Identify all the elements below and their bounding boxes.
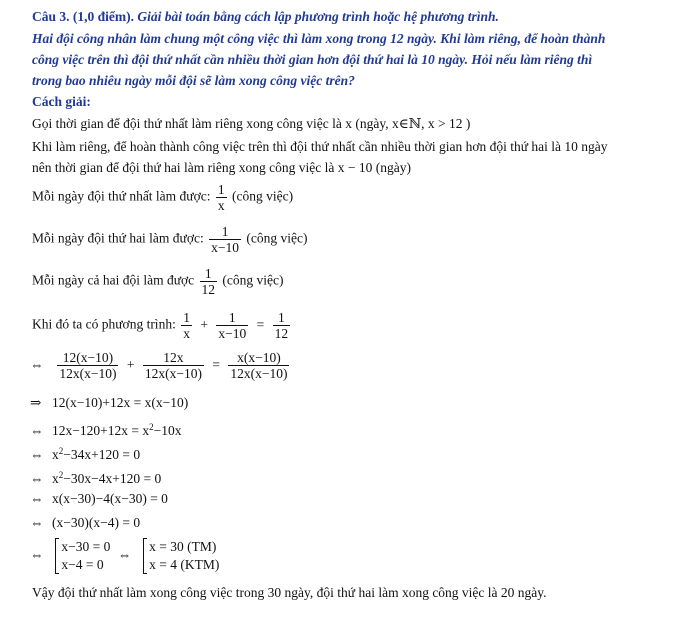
derivation-step-3: ⇔ $12x-120+12x = x^2-10x$ [30, 422, 182, 438]
step-rate-both [32, 266, 284, 297]
system-2: x = 30 (TM) x = 4 (KTM) [143, 538, 219, 574]
equals-sign: = [212, 356, 220, 372]
rate-both-label: Mỗi ngày cả hai đội làm được [32, 272, 195, 288]
iff-symbol: ⇔ [30, 471, 44, 486]
conclusion: Vậy đội thứ nhất làm xong công việc trong 30 ngày, đội thứ hai làm xong công việc là 20 ngày. [32, 585, 547, 600]
fraction-d1-c: $\frac{x(x-10)}{12x(x-10)}$ [230, 350, 288, 381]
iff-symbol: ⇔ [30, 423, 44, 438]
fraction-eq-a: $\frac{1}{x}$ [183, 310, 190, 341]
derivation-common-denominator [30, 350, 291, 381]
problem-line-1: Hai đội công nhân làm chung một công việc thì làm xong trong 12 ngày. Khi làm riêng, để hoàn thành [32, 31, 606, 46]
iff-symbol: ⇔ [117, 547, 132, 563]
rate-first-label: Mỗi ngày đội thứ nhất làm được: [32, 188, 211, 204]
derivation-step-5: ⇔ $x^2-30x-4x+120 = 0$ [30, 470, 162, 486]
question-number: Câu 3. [32, 9, 70, 24]
derivation-step-2: ⇒ 12(x−10)+12x = x(x−10) [30, 395, 189, 410]
problem-line-2: công việc trên thì đội thứ nhất cần nhiều thời gian hơn đội thứ hai là 10 ngày. Hỏi nếu làm riêng thì [32, 52, 593, 67]
fraction-d1-b: $\frac{12x}{12x(x-10)}$ [144, 350, 202, 381]
rate-second-unit: (công việc) [246, 230, 308, 246]
step-equation [32, 310, 292, 341]
fraction-eq-c: $\frac{1}{12}$ [274, 310, 289, 341]
iff-symbol: ⇔ [30, 515, 44, 530]
step-rate-first [32, 182, 293, 213]
equation-label: Khi đó ta có phương trình: [32, 316, 176, 332]
rate-both-unit: (công việc) [222, 272, 284, 288]
fraction-rate-second: $\frac{1}{x-10}$ [211, 224, 239, 255]
question-task: Giải bài toán bằng cách lập phương trình hoặc hệ phương trình. [137, 9, 499, 24]
question-points: (1,0 điểm). [72, 9, 135, 24]
iff-symbol: ⇔ [30, 356, 44, 372]
bracket-left [143, 538, 147, 574]
equals-sign: = [256, 316, 265, 332]
iff-symbol: ⇔ [30, 447, 44, 462]
iff-symbol: ⇔ [30, 491, 44, 506]
step-rate-second [32, 224, 307, 255]
step-second-team-a: Khi làm riêng, để hoàn thành công việc trên thì đội thứ nhất cần nhiều thời gian hơn đội thứ hai là 10 ngày [32, 139, 608, 154]
implies-symbol: ⇒ [30, 395, 42, 410]
derivation-step-7: ⇔ (x−30)(x−4) = 0 [30, 515, 141, 530]
fraction-d1-a: $\frac{12(x-10)}{12x(x-10)}$ [59, 350, 117, 381]
step-second-team-b: nên thời gian để đội thứ hai làm riêng xong công việc là x − 10 (ngày) [32, 160, 411, 175]
rate-first-unit: (công việc) [232, 188, 294, 204]
fraction-rate-both: $\frac{1}{12}$ [201, 266, 216, 297]
solution-heading: Cách giải: [32, 94, 91, 109]
question-header [32, 8, 499, 26]
plus-sign: + [126, 356, 135, 372]
step-variable: Gọi thời gian để đội thứ nhất làm riêng xong công việc là x (ngày, x∈ℕ, x > 12 ) [32, 116, 471, 131]
derivation-systems [30, 538, 219, 574]
system-1: x−30 = 0 x−4 = 0 [55, 538, 110, 574]
problem-line-3: trong bao nhiêu ngày mỗi đội sẽ làm xong công việc trên? [32, 73, 355, 88]
fraction-rate-first: $\frac{1}{x}$ [217, 182, 225, 213]
iff-symbol: ⇔ [30, 547, 44, 563]
rate-second-label: Mỗi ngày đội thứ hai làm được: [32, 230, 204, 246]
plus-sign: + [200, 316, 208, 332]
fraction-eq-b: $\frac{1}{x-10}$ [218, 310, 247, 341]
derivation-step-4: ⇔ $x^2-34x+120 = 0$ [30, 446, 141, 462]
bracket-left [55, 538, 59, 574]
derivation-step-6: ⇔ x(x−30)−4(x−30) = 0 [30, 491, 168, 506]
